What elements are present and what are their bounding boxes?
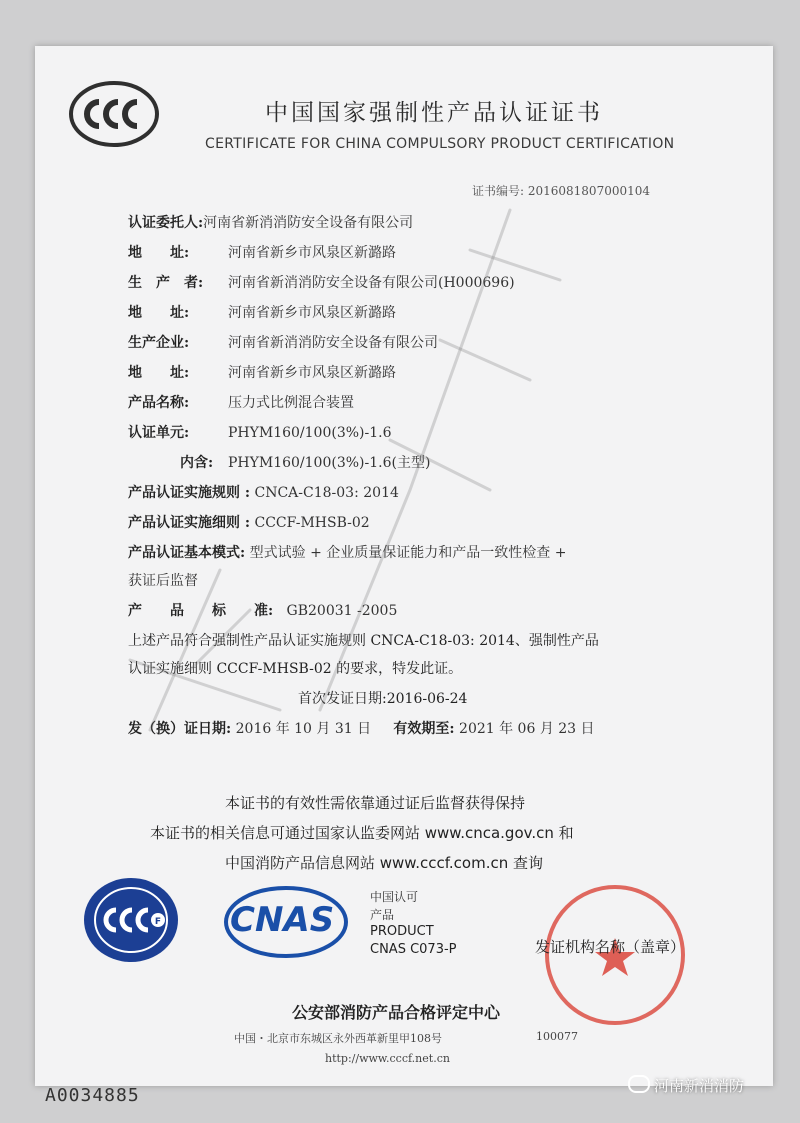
organization-website[interactable]: http://www.cccf.net.cn bbox=[325, 1052, 450, 1065]
field-label: 地 址: bbox=[128, 305, 190, 321]
cnas-logo-text: CNAS bbox=[230, 900, 335, 940]
certificate-number: 证书编号: 2016081807000104 bbox=[472, 184, 651, 198]
valid-date-value: 2021 年 06 月 23 日 bbox=[459, 721, 595, 737]
source-watermark-text: 河南新消消防 bbox=[654, 1077, 745, 1095]
field-label: 内含: bbox=[180, 455, 214, 471]
field-label: 地 址: bbox=[128, 365, 190, 381]
field-label: 地 址: bbox=[128, 245, 190, 261]
issuing-body-label: 发证机构名称（盖章） bbox=[535, 938, 686, 956]
svg-text:F: F bbox=[154, 917, 162, 927]
accreditation-cn: 中国认可 bbox=[370, 890, 419, 904]
field-label: 认证单元: bbox=[128, 425, 190, 441]
field-label: 生产企业: bbox=[128, 335, 190, 351]
info-note: 本证书的相关信息可通过国家认监委网站 www.cnca.gov.cn 和 bbox=[150, 824, 574, 842]
issue-date-label: 发（换）证日期: bbox=[128, 721, 232, 737]
ccc-logo-icon bbox=[68, 80, 160, 148]
field-value: 获证后监督 bbox=[128, 573, 198, 589]
field-label: 生 产 者: bbox=[128, 275, 204, 291]
field-label: 产品认证基本模式: bbox=[128, 545, 246, 561]
field-value: 河南省新乡市风泉区新潞路 bbox=[228, 365, 396, 381]
field-label: 产品认证实施细则 : bbox=[128, 515, 251, 531]
statement-line: 认证实施细则 CCCF-MHSB-02 的要求，特发此证。 bbox=[128, 661, 463, 677]
field-label: 产品认证实施规则 : bbox=[128, 485, 251, 501]
info-note: 中国消防产品信息网站 www.cccf.com.cn 查询 bbox=[225, 854, 543, 872]
field-value: 河南省新消消防安全设备有限公司(H000696) bbox=[228, 275, 515, 291]
field-label: 认证委托人: bbox=[128, 215, 204, 231]
certificate-title: 中国国家强制性产品认证证书 bbox=[265, 100, 603, 126]
field-label: 产品名称: bbox=[128, 395, 190, 411]
first-issue-date: 首次发证日期:2016-06-24 bbox=[298, 691, 468, 707]
field-value: 河南省新乡市风泉区新潞路 bbox=[228, 245, 396, 261]
certificate-title-english: CERTIFICATE FOR CHINA COMPULSORY PRODUCT CERTIFICATION bbox=[205, 136, 675, 152]
valid-date-label: 有效期至: bbox=[393, 721, 455, 737]
field-value: 型式试验 + 企业质量保证能力和产品一致性检查 + bbox=[249, 545, 567, 561]
field-value: 压力式比例混合装置 bbox=[228, 395, 354, 411]
validity-note: 本证书的有效性需依靠通过证后监督获得保持 bbox=[225, 794, 526, 812]
accreditation-en: PRODUCT bbox=[370, 924, 434, 939]
statement-line: 上述产品符合强制性产品认证实施规则 CNCA-C18-03: 2014、强制性产品 bbox=[128, 633, 599, 649]
handwritten-watermark-icon bbox=[90, 190, 570, 750]
field-value: 河南省新乡市风泉区新潞路 bbox=[228, 305, 396, 321]
source-watermark bbox=[628, 1075, 744, 1096]
issue-date-value: 2016 年 10 月 31 日 bbox=[235, 721, 372, 737]
issuing-organization: 公安部消防产品合格评定中心 bbox=[292, 1003, 501, 1022]
cccf-logo-icon bbox=[82, 876, 180, 964]
field-value: CNCA-C18-03: 2014 bbox=[254, 485, 399, 501]
field-value: PHYM160/100(3%)-1.6(主型) bbox=[228, 455, 431, 471]
field-value: GB20031 -2005 bbox=[286, 603, 398, 619]
accreditation-code: CNAS C073-P bbox=[370, 942, 457, 957]
accreditation-cn: 产品 bbox=[370, 908, 395, 922]
field-value: 河南省新消消防安全设备有限公司 bbox=[228, 335, 438, 351]
field-value: PHYM160/100(3%)-1.6 bbox=[228, 425, 392, 441]
cnas-logo bbox=[222, 882, 350, 962]
postcode: 100077 bbox=[536, 1030, 578, 1043]
field-label: 产 品 标 准: bbox=[128, 603, 274, 619]
field-value: 河南省新消消防安全设备有限公司 bbox=[203, 215, 414, 231]
wechat-icon bbox=[628, 1075, 650, 1093]
field-value: CCCF-MHSB-02 bbox=[254, 515, 370, 531]
serial-number: A0034885 bbox=[45, 1085, 140, 1106]
organization-address: 中国・北京市东城区永外西革新里甲108号 bbox=[234, 1032, 442, 1045]
